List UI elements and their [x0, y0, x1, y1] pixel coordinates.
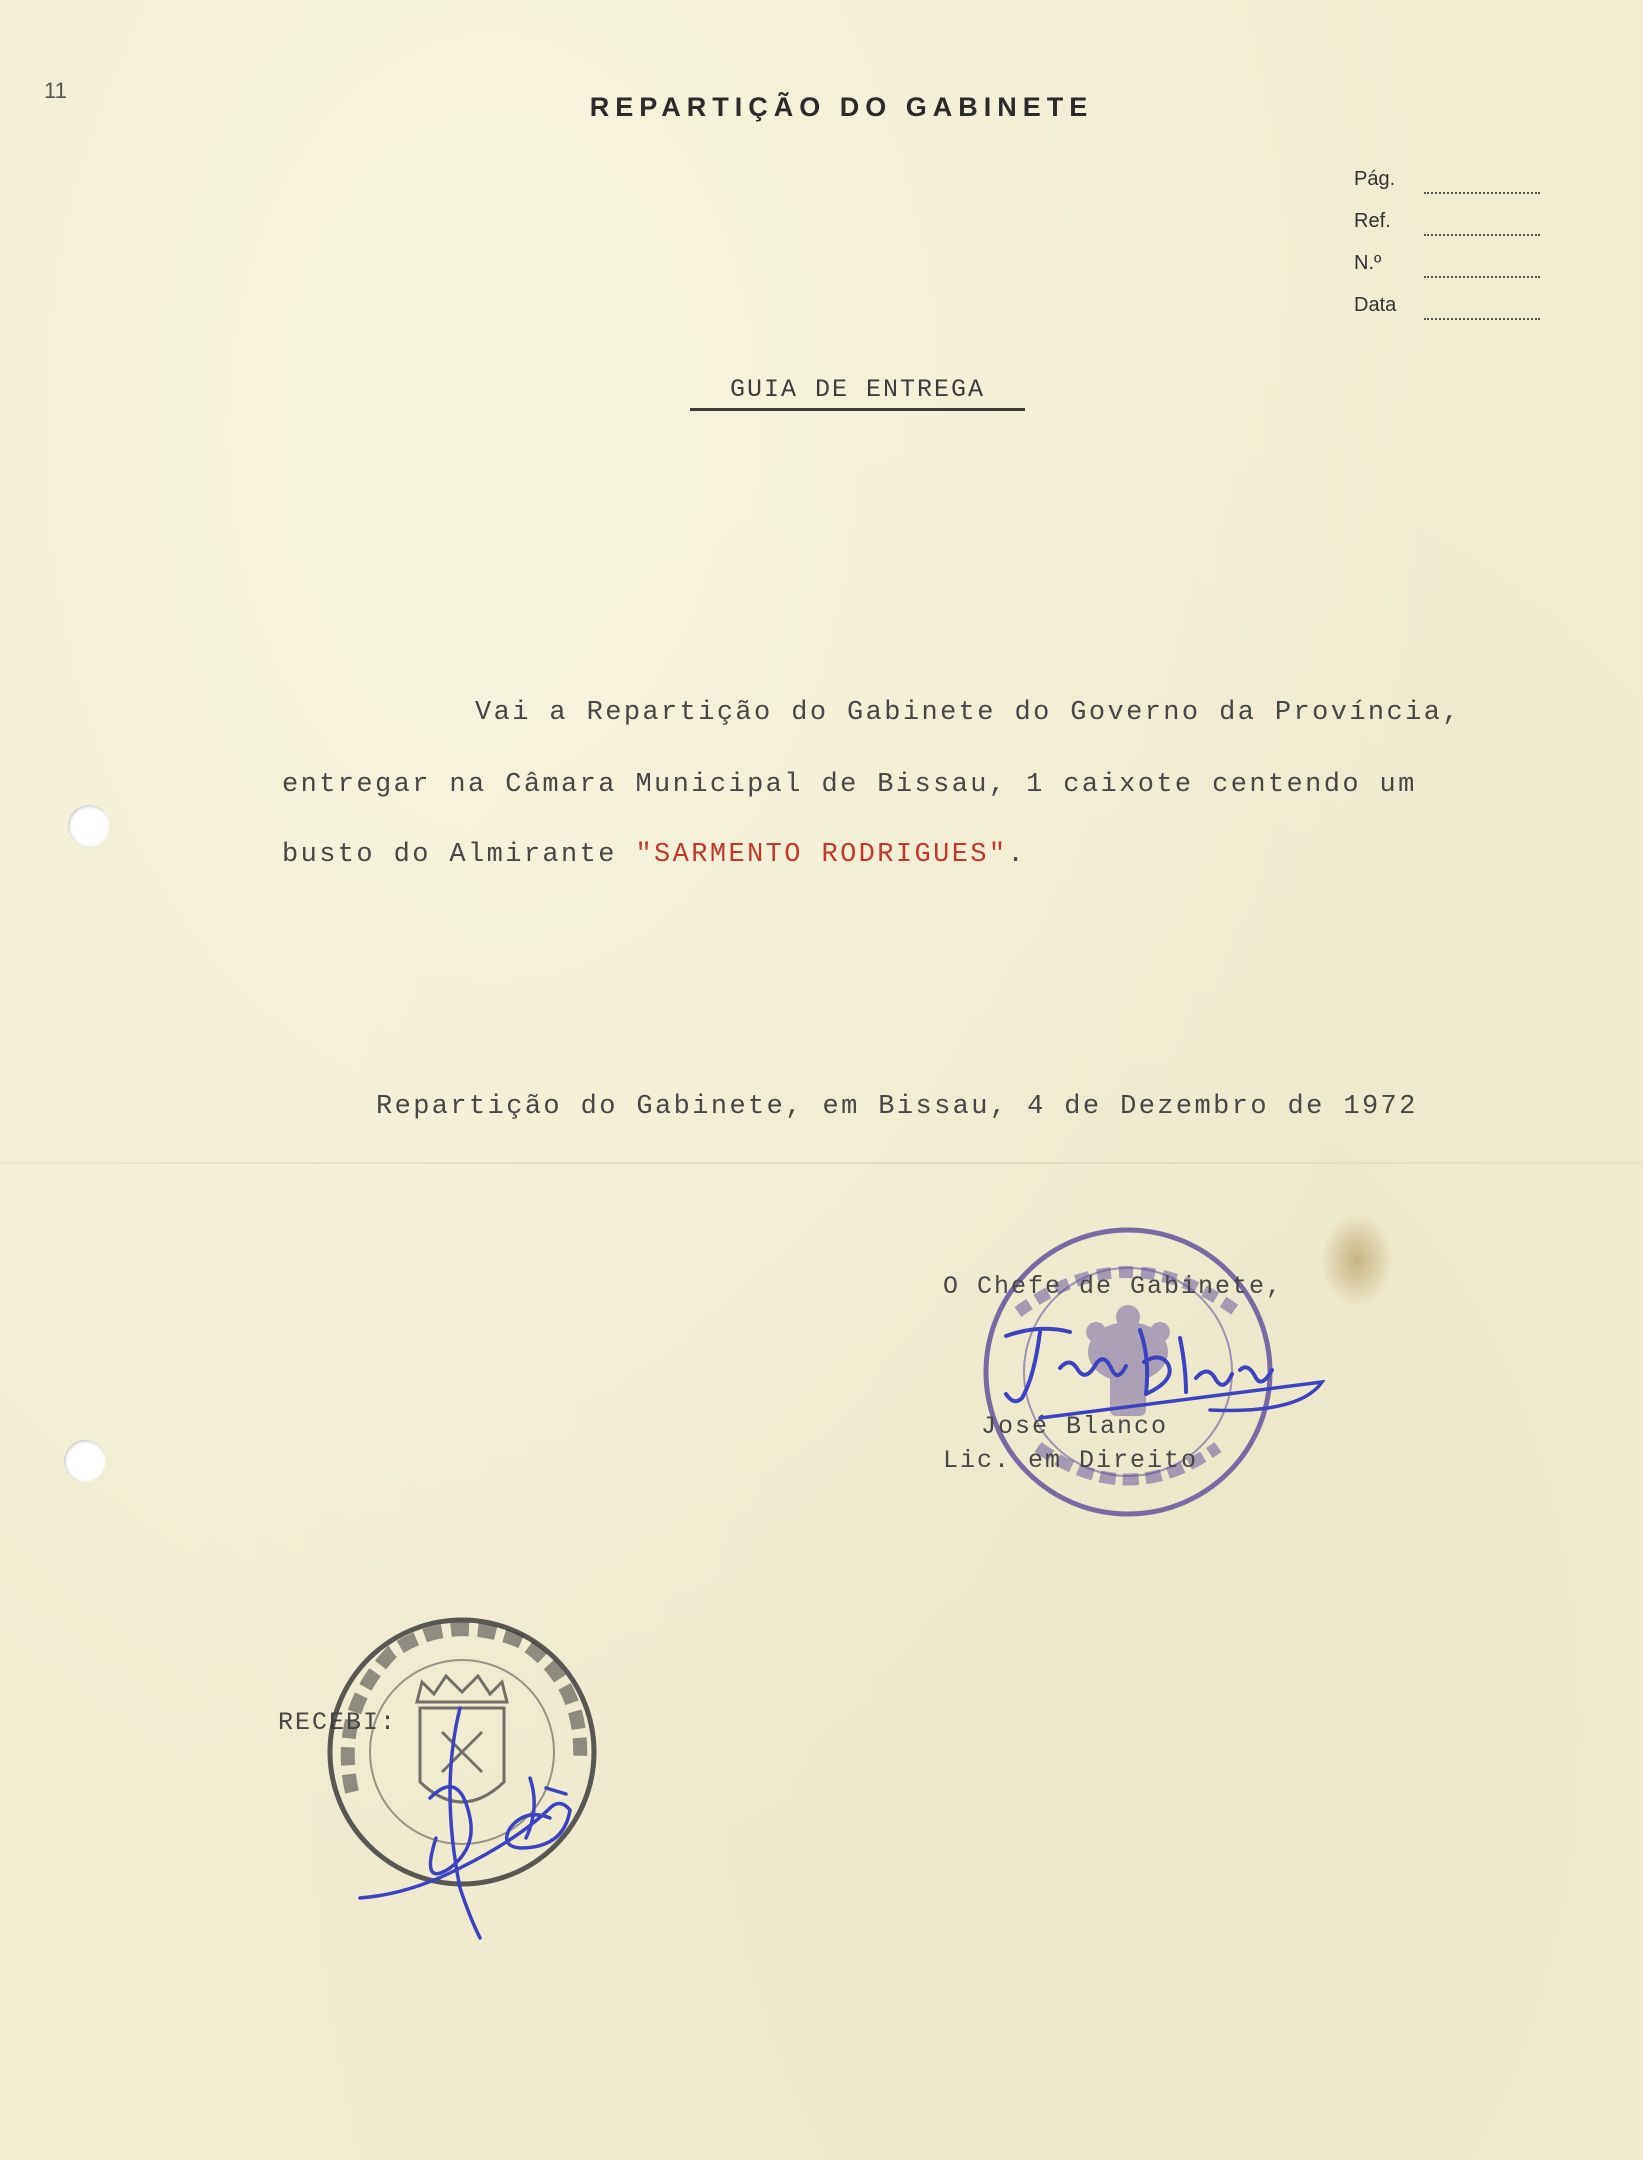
letterhead: REPARTIÇÃO DO GABINETE: [589, 92, 1094, 122]
date-field: [1424, 294, 1540, 320]
body-line-3: [282, 840, 1026, 870]
signer-role: O Chefe de Gabinete,: [943, 1272, 1284, 1301]
admiral-name: "SARMENTO RODRIGUES": [635, 840, 1008, 870]
body-line-1: Vai a Repartição do Gabinete do Governo da Província,: [475, 698, 1461, 728]
paper-fold-line: [0, 1162, 1643, 1164]
ref-row-page: [1354, 168, 1540, 210]
ref-row-date: [1354, 294, 1540, 336]
number-field: [1424, 252, 1540, 278]
number-label: N.º: [1354, 252, 1382, 274]
signature: [1000, 1318, 1330, 1428]
signer-credential: Lic. em Direito: [943, 1446, 1199, 1475]
receipt-label: RECEBI:: [278, 1708, 398, 1737]
reference-fields: [1354, 168, 1540, 336]
ref-row-ref: [1354, 210, 1540, 252]
place-and-date: Repartição do Gabinete, em Bissau, 4 de Dezembro de 1972: [376, 1092, 1418, 1122]
ref-label: Ref.: [1354, 210, 1391, 232]
page-field: [1424, 168, 1540, 194]
receiver-signature: [350, 1698, 610, 1958]
document-title: GUIA DE ENTREGA: [690, 375, 1025, 411]
ref-row-number: [1354, 252, 1540, 294]
body-line-2: entregar na Câmara Municipal de Bissau, 1 caixote centendo um: [282, 770, 1417, 800]
ref-field: [1424, 210, 1540, 236]
body-line-3-suffix: .: [1007, 840, 1027, 870]
edge-mark: 11: [44, 78, 67, 103]
stain: [1322, 1215, 1392, 1305]
date-label: Data: [1354, 294, 1397, 316]
punch-hole-bottom: [64, 1440, 106, 1482]
body-line-3-prefix: busto do Almirante: [282, 840, 636, 870]
signer-name: José Blanco: [981, 1412, 1169, 1441]
punch-hole-top: [68, 805, 110, 847]
page-label: Pág.: [1354, 168, 1396, 190]
